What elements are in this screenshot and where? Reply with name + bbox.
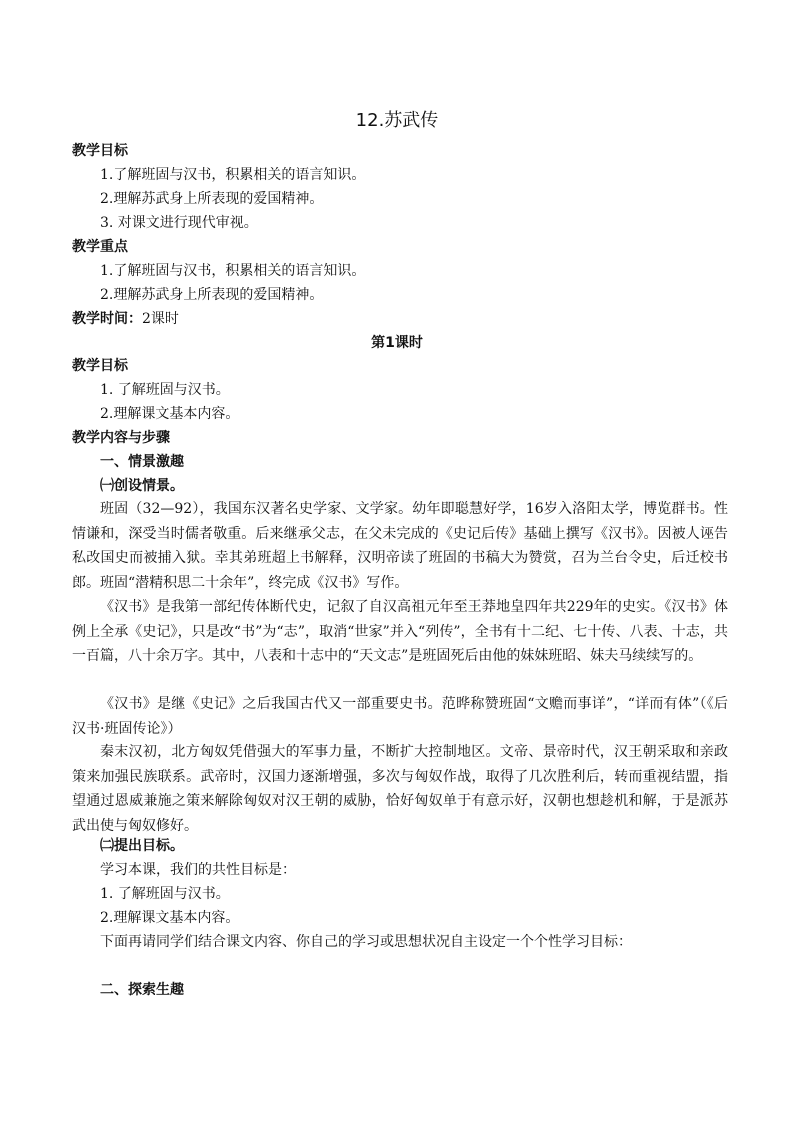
- goal-item: 3. 对课文进行现代审视。: [100, 215, 258, 231]
- paragraph-han-shu-status: 《汉书》是继《史记》之后我国古代又一部重要史书。范晔称赞班固“文赡而事详”，“详而有体”（《后汉书·班固传论》）: [72, 696, 728, 737]
- goal-item: 1.了解班固与汉书，积累相关的语言知识。: [100, 167, 366, 183]
- common-goal-intro: 学习本课，我们的共性目标是：: [100, 862, 296, 878]
- lesson-1-goals-heading: 教学目标: [72, 358, 128, 374]
- key-point-item: 1.了解班固与汉书，积累相关的语言知识。: [100, 263, 366, 279]
- paragraph-background: 秦末汉初，北方匈奴凭借强大的军事力量，不断扩大控制地区。文帝、景帝时代，汉王朝采取和亲政策来加强民族联系。武帝时，汉国力逐渐增强，多次与匈奴作战，取得了几次胜利后，转而重视结盟，指望通过恩威兼施之策来解除匈奴对汉王朝的威胁，恰好匈奴单于有意示好，汉朝也想趁机和解，于是派苏武出使与匈奴修好。: [72, 744, 728, 834]
- content-steps-heading: 教学内容与步骤: [72, 430, 170, 446]
- personal-goal-prompt: 下面再请同学们结合课文内容、你自己的学习或思想状况自主设定一个个性学习目标：: [100, 934, 632, 950]
- paragraph-ban-gu: 班固（32—92），我国东汉著名史学家、文学家。幼年即聪慧好学，16岁入洛阳太学，博览群书。性情谦和，深受当时儒者敬重。后来继承父志，在父未完成的《史记后传》基础上撰写《汉书》。因被人诬告私改国史而被捕入狱。幸其弟班超上书解释，汉明帝读了班固的书稿大为赞赏，召为兰台令史，后迁校书郎。班固“潜精积思二十余年”，终完成《汉书》写作。: [72, 501, 728, 591]
- goal-item: 2.理解苏武身上所表现的爱国精神。: [100, 191, 324, 207]
- common-goal-item: 2.理解课文基本内容。: [100, 910, 240, 926]
- paragraph-han-shu: 《汉书》是我第一部纪传体断代史，记叙了自汉高祖元年至王莽地皇四年共229年的史实。《汉书》体例上全承《史记》，只是改“书”为“志”，取消“世家”并入“列传”，全书有十二纪、七十传、八表、十志，共一百篇，八十余万字。其中，八表和十志中的“天文志”是班固死后由他的妹妹班昭、妹夫马续续写的。: [72, 599, 728, 664]
- key-points-heading: 教学重点: [72, 239, 128, 255]
- page-title: 12.苏武传: [355, 110, 439, 131]
- key-point-item: 2.理解苏武身上所表现的爱国精神。: [100, 287, 324, 303]
- teaching-time-label: 教学时间：: [72, 311, 142, 327]
- section-1-heading: 一、情景激趣: [100, 454, 184, 470]
- goals-heading: 教学目标: [72, 143, 128, 159]
- section-2-heading: 二、探索生趣: [100, 982, 184, 998]
- lesson-1-goal-item: 2.理解课文基本内容。: [100, 406, 240, 422]
- lesson-1-goal-item: 1. 了解班固与汉书。: [100, 382, 230, 398]
- common-goal-item: 1. 了解班固与汉书。: [100, 886, 230, 902]
- teaching-time-value: 2课时: [142, 311, 179, 327]
- lesson-1-heading: 第1课时: [371, 335, 423, 351]
- teaching-time: [72, 310, 179, 328]
- subsection-2-heading: ㈡提出目标。: [100, 838, 184, 854]
- subsection-1-heading: ㈠创设情景。: [100, 478, 184, 494]
